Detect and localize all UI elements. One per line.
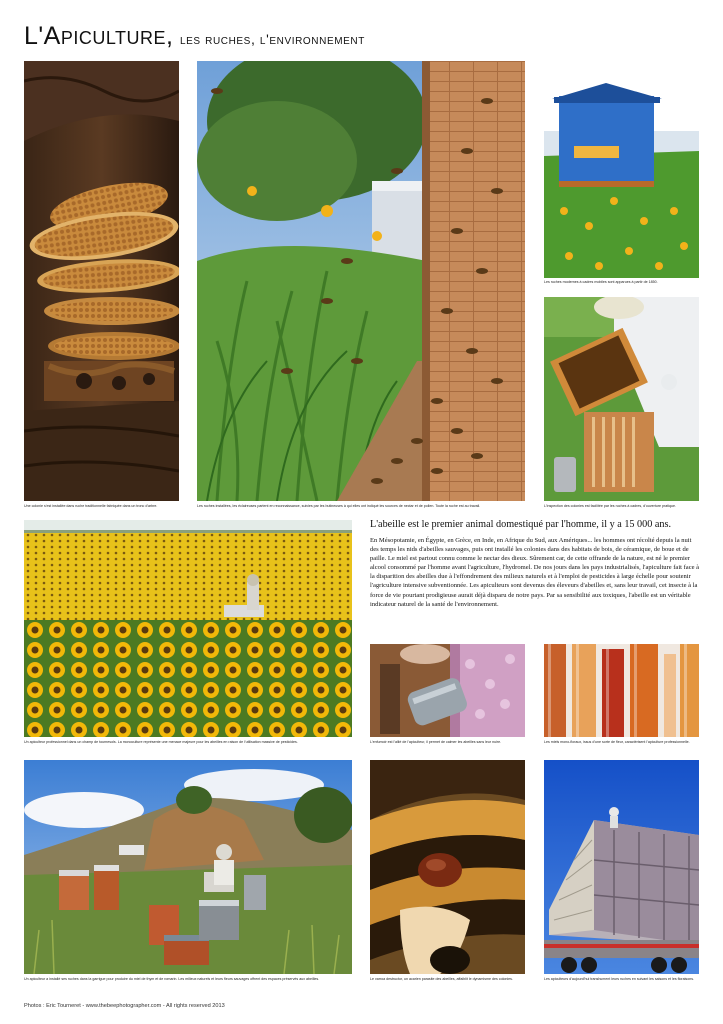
bees-hive-entrance-image	[197, 61, 525, 501]
title-subtitle: les ruches, l'environnement	[179, 31, 365, 47]
caption-tree-trunk-hive: Une colonie s'est installée dans ruche traditionnelle fabriquée dans un tronc d'arbre.	[24, 504, 158, 508]
poster-title	[24, 22, 365, 51]
frame-inspection-image	[544, 297, 699, 501]
honey-jars-image	[544, 644, 699, 737]
photo-smoker	[370, 644, 525, 737]
honeycomb-trunk-image	[24, 61, 179, 501]
caption-modern-hive: Les ruches modernes à cadres mobiles sont apparues à partir de 1850.	[544, 280, 658, 284]
caption-transhumance-truck: Les apiculteurs d'aujourd'hui transhument leurs ruches en suivant les saisons et les floraisons.	[544, 977, 694, 981]
article-body: En Mésopotamie, en Égypte, en Grèce, en Inde, en Afrique du Sud, aux Amériques... les hommes ont récolté depuis la nuit des temps les nids d'abeilles sauvages, puis ont installé les colonies dans des habitats de bois, de céramique, de boue et de paille. Le miel est partout connu comme le nectar des dieux. Sûrement car, de cette offrande de la nature, est né le premier alcool consommé par l'homme avant l'agriculture, l'hydromel. De nos jours dans les pays industrialisés, l'apiculture fait face à la disparition des abeilles due à l'effondrement des milieux naturels et à l'emploi de pesticides à large échelle pour soutenir l'agriculture intensive subventionnée. Les apiculteurs sont devenus des éleveurs d'abeilles et, sans leur travail, cet insecte à la force de vie pourtant prodigieuse aurait déjà disparu de notre pays. Par sa sensibilité aux toxiques, l'abeille est un véritable indicateur naturel de la santé de l'environnement.	[370, 537, 700, 608]
photo-tree-trunk-hive	[24, 61, 179, 501]
article	[370, 519, 700, 609]
caption-smoker: L'enfumoir est l'allié de l'apiculteur, il permet de calmer les abeilles sans leur nuire.	[370, 740, 502, 744]
photo-frame-inspection	[544, 297, 699, 501]
title-main: L'Apiculture,	[24, 22, 174, 50]
article-heading: L'abeille est le premier animal domestiqué par l'homme, il y a 15 000 ans.	[370, 519, 672, 530]
photo-varroa	[370, 760, 525, 974]
caption-honey-jars: Les miels mono-floraux, issus d'une sorte de fleur, caractérisent l'apiculture professionnelle.	[544, 740, 690, 744]
garrigue-apiary-image	[24, 760, 352, 974]
smoker-image	[370, 644, 525, 737]
photo-modern-hive	[544, 61, 699, 278]
photo-garrigue-apiary	[24, 760, 352, 974]
photo-transhumance-truck	[544, 760, 699, 974]
caption-garrigue-apiary: Un apiculteur a installé ses ruches dans la garrigue pour produire du miel de thym et de romarin. Les milieux naturels et leurs fleurs sauvages offrent des espaces préservés aux abeilles.	[24, 977, 320, 981]
sunflower-field-image	[24, 520, 352, 737]
photo-bees-at-hive	[197, 61, 525, 501]
blue-hive-image	[544, 61, 699, 278]
caption-bees-at-hive: Les ruches installées, les éclaireuses partent en reconnaissance, suivies par les butineuses à qui elles ont indiqué les sources de nectar et de pollen. Toute la ruche est au travail.	[197, 504, 481, 508]
caption-sunflower-field: Un apiculteur professionnel dans un champ de tournesols. La monoculture représente une menace majeure pour les abeilles en raison de l'utilisation massive de pesticides.	[24, 740, 298, 744]
varroa-bee-image	[370, 760, 525, 974]
caption-varroa: Le varroa destructor, un acarien parasite des abeilles, affaiblit le dynamisme des colonies.	[370, 977, 513, 981]
transhumance-truck-image	[544, 760, 699, 974]
photo-sunflower-field	[24, 520, 352, 737]
caption-frame-inspection: L'inspection des colonies est facilitée par les ruches à cadres, d'ouverture pratique.	[544, 504, 677, 508]
photo-credit: Photos : Eric Tourneret - www.thebeephotographer.com - All rights reserved 2013	[24, 1003, 225, 1009]
photo-honey-jars	[544, 644, 699, 737]
